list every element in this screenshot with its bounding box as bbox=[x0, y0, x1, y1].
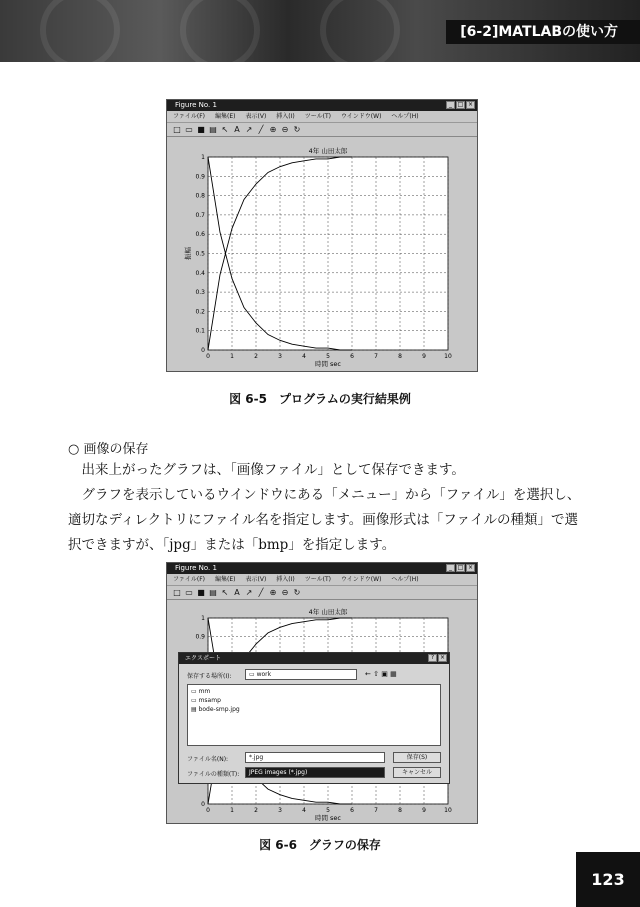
save-icon[interactable]: ■ bbox=[197, 125, 205, 134]
x-tick-label: 5 bbox=[326, 353, 330, 360]
header-decoration bbox=[180, 0, 260, 62]
arrow-icon[interactable]: ↗ bbox=[245, 588, 253, 597]
filetype-label: ファイルの種類(T): bbox=[187, 771, 240, 778]
maximize-button[interactable]: □ bbox=[457, 101, 464, 108]
menubar bbox=[167, 574, 477, 586]
menu-tools[interactable]: ツール(T) bbox=[304, 576, 331, 583]
window-titlebar bbox=[167, 563, 477, 574]
paragraph-2: グラフを表示しているウインドウにある「メニュー」から「ファイル」を選択し、適切なディレクトリにファイル名を指定します。画像形式は「ファイルの種類」で選択できますが、「jpg」または「bmp」を指定します。 bbox=[68, 487, 581, 553]
zoom-in-icon[interactable]: ⊕ bbox=[269, 125, 277, 134]
chapter-title: [6-2]MATLABの使い方 bbox=[446, 20, 640, 44]
open-folder-icon[interactable]: ▭ bbox=[185, 588, 193, 597]
export-dialog bbox=[178, 652, 450, 784]
x-tick-label: 8 bbox=[398, 807, 402, 814]
help-button[interactable]: ? bbox=[428, 654, 437, 662]
open-folder-icon[interactable]: ▭ bbox=[185, 125, 193, 134]
new-file-icon[interactable]: □ bbox=[173, 588, 181, 597]
x-tick-label: 4 bbox=[302, 807, 306, 814]
y-tick-label: 1 bbox=[201, 615, 205, 622]
section-heading: ○ 画像の保存 bbox=[68, 442, 149, 457]
page-header-band bbox=[0, 0, 640, 62]
minimize-button[interactable]: _ bbox=[446, 101, 455, 109]
y-tick-label: 0.3 bbox=[195, 289, 205, 297]
window-title: Figure No. 1 bbox=[175, 564, 217, 572]
y-tick-label: 0 bbox=[201, 801, 205, 808]
print-icon[interactable]: ▤ bbox=[209, 588, 217, 597]
dialog-title: エクスポート bbox=[185, 655, 221, 662]
menu-insert[interactable]: 挿入(I) bbox=[276, 576, 295, 583]
new-file-icon[interactable]: □ bbox=[173, 125, 181, 134]
y-tick-label: 0.2 bbox=[195, 308, 205, 316]
view-menu-icon[interactable]: ▦ bbox=[390, 670, 397, 678]
text-icon[interactable]: A bbox=[234, 588, 240, 597]
folder-icon: ▭ bbox=[191, 688, 199, 695]
file-list[interactable] bbox=[187, 684, 441, 746]
x-tick-label: 9 bbox=[422, 807, 426, 814]
filename-input[interactable]: *.jpg bbox=[245, 752, 385, 763]
x-tick-label: 1 bbox=[230, 353, 234, 360]
window-titlebar bbox=[167, 100, 477, 111]
menu-window[interactable]: ウインドウ(W) bbox=[340, 113, 382, 120]
y-tick-label: 0.7 bbox=[195, 211, 205, 219]
folder-icon: ▭ bbox=[249, 671, 257, 678]
cancel-button[interactable]: キャンセル bbox=[393, 767, 441, 778]
save-icon[interactable]: ■ bbox=[197, 588, 205, 597]
x-tick-label: 5 bbox=[326, 807, 330, 814]
chart-title: 4年 山田太郎 bbox=[308, 608, 348, 616]
filename-label: ファイル名(N): bbox=[187, 756, 229, 763]
rotate-icon[interactable]: ↻ bbox=[293, 588, 301, 597]
x-axis-label: 時間 sec bbox=[314, 360, 342, 368]
x-tick-label: 6 bbox=[350, 353, 354, 360]
save-in-select[interactable]: ▭ work bbox=[245, 669, 357, 680]
zoom-out-icon[interactable]: ⊖ bbox=[281, 125, 289, 134]
page-number: 123 bbox=[576, 852, 640, 907]
x-axis-label: 時間 sec bbox=[314, 814, 342, 822]
y-axis-label: 振幅 bbox=[184, 247, 192, 260]
header-decoration bbox=[40, 0, 120, 62]
up-folder-icon[interactable]: ⇧ bbox=[373, 670, 379, 678]
list-item[interactable]: ▭ mm bbox=[191, 688, 211, 695]
x-tick-label: 9 bbox=[422, 353, 426, 360]
text-icon[interactable]: A bbox=[234, 125, 240, 134]
list-item[interactable]: ▭ msamp bbox=[191, 697, 221, 704]
y-tick-label: 0.9 bbox=[195, 633, 205, 641]
x-tick-label: 8 bbox=[398, 353, 402, 360]
menu-help[interactable]: ヘルプ(H) bbox=[391, 576, 419, 583]
y-tick-label: 0.8 bbox=[195, 192, 205, 200]
line-icon[interactable]: ╱ bbox=[258, 125, 264, 134]
arrow-icon[interactable]: ↗ bbox=[245, 125, 253, 134]
minimize-button[interactable]: _ bbox=[446, 564, 455, 572]
image-file-icon: ▤ bbox=[191, 706, 199, 713]
y-tick-label: 0.4 bbox=[195, 269, 205, 277]
save-button[interactable]: 保存(S) bbox=[393, 752, 441, 763]
folder-icon: ▭ bbox=[191, 697, 199, 704]
back-icon[interactable]: ← bbox=[365, 670, 371, 678]
menu-insert[interactable]: 挿入(I) bbox=[276, 113, 295, 120]
new-folder-icon[interactable]: ▣ bbox=[381, 670, 388, 678]
paragraph-1: 出来上がったグラフは、「画像ファイル」として保存できます。 bbox=[68, 462, 465, 478]
y-tick-label: 0.5 bbox=[195, 250, 205, 258]
x-tick-label: 7 bbox=[374, 807, 378, 814]
y-tick-label: 0.9 bbox=[195, 173, 205, 181]
toolbar bbox=[167, 586, 477, 600]
pointer-icon[interactable]: ↖ bbox=[221, 125, 229, 134]
y-tick-label: 0 bbox=[201, 347, 205, 354]
x-tick-label: 7 bbox=[374, 353, 378, 360]
menu-window[interactable]: ウインドウ(W) bbox=[340, 576, 382, 583]
close-button[interactable]: × bbox=[439, 654, 446, 661]
zoom-in-icon[interactable]: ⊕ bbox=[269, 588, 277, 597]
menu-view[interactable]: 表示(V) bbox=[245, 576, 267, 583]
rotate-icon[interactable]: ↻ bbox=[293, 125, 301, 134]
save-in-label: 保存する場所(I): bbox=[187, 673, 232, 680]
x-tick-label: 1 bbox=[230, 807, 234, 814]
y-tick-label: 1 bbox=[201, 154, 205, 161]
menu-tools[interactable]: ツール(T) bbox=[304, 113, 331, 120]
x-tick-label: 6 bbox=[350, 807, 354, 814]
figure-caption-2: 図 6-6 グラフの保存 bbox=[259, 838, 381, 852]
print-icon[interactable]: ▤ bbox=[209, 125, 217, 134]
figure-caption-1: 図 6-5 プログラムの実行結果例 bbox=[229, 392, 411, 406]
header-decoration bbox=[320, 0, 400, 62]
window-title: Figure No. 1 bbox=[175, 101, 217, 109]
maximize-button[interactable]: □ bbox=[457, 564, 464, 571]
menu-edit[interactable]: 編集(E) bbox=[215, 576, 236, 583]
x-tick-label: 0 bbox=[206, 807, 210, 814]
matlab-figure-window-1 bbox=[166, 99, 478, 372]
y-tick-label: 0.1 bbox=[195, 327, 205, 335]
menu-file[interactable]: ファイル(F) bbox=[173, 113, 206, 120]
x-tick-label: 2 bbox=[254, 807, 258, 814]
y-tick-label: 0.6 bbox=[195, 231, 205, 239]
line-icon[interactable]: ╱ bbox=[258, 588, 264, 597]
x-tick-label: 2 bbox=[254, 353, 258, 360]
zoom-out-icon[interactable]: ⊖ bbox=[281, 588, 289, 597]
pointer-icon[interactable]: ↖ bbox=[221, 588, 229, 597]
list-item[interactable]: ▤ bode-smp.jpg bbox=[191, 706, 240, 713]
plot-area bbox=[167, 137, 477, 371]
toolbar bbox=[167, 123, 477, 137]
dialog-titlebar bbox=[179, 653, 449, 664]
x-tick-label: 10 bbox=[444, 353, 452, 360]
menu-edit[interactable]: 編集(E) bbox=[215, 113, 236, 120]
x-tick-label: 0 bbox=[206, 353, 210, 360]
chart-title: 4年 山田太郎 bbox=[308, 147, 348, 155]
x-tick-label: 10 bbox=[444, 807, 452, 814]
filetype-select[interactable]: JPEG images (*.jpg) bbox=[245, 767, 385, 778]
close-button[interactable]: × bbox=[467, 564, 474, 571]
x-tick-label: 3 bbox=[278, 807, 282, 814]
x-tick-label: 3 bbox=[278, 353, 282, 360]
nav-icons bbox=[365, 670, 397, 678]
menubar bbox=[167, 111, 477, 123]
menu-file[interactable]: ファイル(F) bbox=[173, 576, 206, 583]
close-button[interactable]: × bbox=[467, 101, 474, 108]
menu-view[interactable]: 表示(V) bbox=[245, 113, 267, 120]
x-tick-label: 4 bbox=[302, 353, 306, 360]
menu-help[interactable]: ヘルプ(H) bbox=[391, 113, 419, 120]
